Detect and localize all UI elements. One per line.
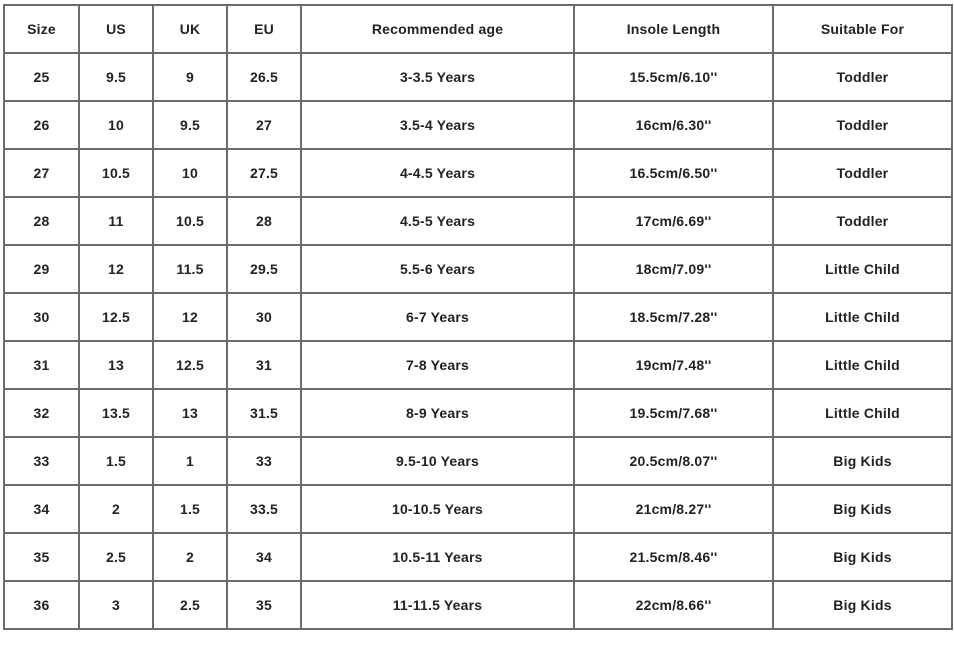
header-uk: UK — [153, 5, 227, 53]
cell-us: 9.5 — [79, 53, 153, 101]
table-row — [4, 437, 952, 485]
table-row — [4, 53, 952, 101]
cell-recommended-age: 7-8 Years — [301, 341, 574, 389]
table-row — [4, 293, 952, 341]
size-chart-table — [3, 4, 953, 630]
cell-size: 36 — [4, 581, 79, 629]
cell-insole-length: 18.5cm/7.28'' — [574, 293, 773, 341]
cell-suitable-for: Toddler — [773, 101, 952, 149]
cell-insole-length: 21cm/8.27'' — [574, 485, 773, 533]
cell-suitable-for: Big Kids — [773, 581, 952, 629]
cell-insole-length: 16cm/6.30'' — [574, 101, 773, 149]
cell-recommended-age: 4.5-5 Years — [301, 197, 574, 245]
cell-uk: 1.5 — [153, 485, 227, 533]
cell-uk: 12.5 — [153, 341, 227, 389]
cell-uk: 12 — [153, 293, 227, 341]
cell-eu: 34 — [227, 533, 301, 581]
cell-eu: 33.5 — [227, 485, 301, 533]
cell-uk: 1 — [153, 437, 227, 485]
cell-size: 27 — [4, 149, 79, 197]
cell-size: 34 — [4, 485, 79, 533]
cell-size: 25 — [4, 53, 79, 101]
cell-suitable-for: Little Child — [773, 245, 952, 293]
cell-insole-length: 15.5cm/6.10'' — [574, 53, 773, 101]
size-chart-container — [3, 4, 953, 630]
cell-us: 12 — [79, 245, 153, 293]
cell-us: 1.5 — [79, 437, 153, 485]
header-size: Size — [4, 5, 79, 53]
header-us: US — [79, 5, 153, 53]
table-row — [4, 485, 952, 533]
cell-size: 33 — [4, 437, 79, 485]
cell-size: 26 — [4, 101, 79, 149]
cell-size: 35 — [4, 533, 79, 581]
cell-recommended-age: 4-4.5 Years — [301, 149, 574, 197]
table-row — [4, 101, 952, 149]
cell-suitable-for: Little Child — [773, 389, 952, 437]
cell-eu: 27 — [227, 101, 301, 149]
table-row — [4, 533, 952, 581]
table-row — [4, 341, 952, 389]
cell-recommended-age: 3.5-4 Years — [301, 101, 574, 149]
cell-size: 29 — [4, 245, 79, 293]
cell-uk: 11.5 — [153, 245, 227, 293]
header-suitable-for: Suitable For — [773, 5, 952, 53]
header-eu: EU — [227, 5, 301, 53]
cell-insole-length: 18cm/7.09'' — [574, 245, 773, 293]
cell-suitable-for: Toddler — [773, 197, 952, 245]
cell-eu: 31 — [227, 341, 301, 389]
cell-suitable-for: Big Kids — [773, 485, 952, 533]
cell-us: 11 — [79, 197, 153, 245]
header-recommended-age: Recommended age — [301, 5, 574, 53]
header-row — [4, 5, 952, 53]
table-row — [4, 389, 952, 437]
cell-recommended-age: 3-3.5 Years — [301, 53, 574, 101]
cell-recommended-age: 10-10.5 Years — [301, 485, 574, 533]
cell-us: 13.5 — [79, 389, 153, 437]
cell-uk: 10.5 — [153, 197, 227, 245]
table-row — [4, 149, 952, 197]
cell-recommended-age: 6-7 Years — [301, 293, 574, 341]
cell-size: 32 — [4, 389, 79, 437]
cell-insole-length: 19cm/7.48'' — [574, 341, 773, 389]
cell-us: 10 — [79, 101, 153, 149]
cell-uk: 2.5 — [153, 581, 227, 629]
cell-us: 2.5 — [79, 533, 153, 581]
table-row — [4, 581, 952, 629]
cell-us: 2 — [79, 485, 153, 533]
cell-eu: 29.5 — [227, 245, 301, 293]
cell-insole-length: 21.5cm/8.46'' — [574, 533, 773, 581]
cell-insole-length: 17cm/6.69'' — [574, 197, 773, 245]
header-insole-length: Insole Length — [574, 5, 773, 53]
cell-us: 3 — [79, 581, 153, 629]
cell-us: 12.5 — [79, 293, 153, 341]
cell-eu: 31.5 — [227, 389, 301, 437]
cell-eu: 27.5 — [227, 149, 301, 197]
cell-size: 31 — [4, 341, 79, 389]
cell-suitable-for: Toddler — [773, 149, 952, 197]
cell-insole-length: 19.5cm/7.68'' — [574, 389, 773, 437]
cell-uk: 9 — [153, 53, 227, 101]
cell-uk: 10 — [153, 149, 227, 197]
cell-suitable-for: Big Kids — [773, 437, 952, 485]
cell-eu: 28 — [227, 197, 301, 245]
table-row — [4, 197, 952, 245]
cell-eu: 26.5 — [227, 53, 301, 101]
cell-uk: 2 — [153, 533, 227, 581]
cell-recommended-age: 9.5-10 Years — [301, 437, 574, 485]
cell-size: 30 — [4, 293, 79, 341]
cell-insole-length: 20.5cm/8.07'' — [574, 437, 773, 485]
cell-insole-length: 22cm/8.66'' — [574, 581, 773, 629]
cell-insole-length: 16.5cm/6.50'' — [574, 149, 773, 197]
cell-size: 28 — [4, 197, 79, 245]
cell-uk: 13 — [153, 389, 227, 437]
cell-recommended-age: 11-11.5 Years — [301, 581, 574, 629]
cell-recommended-age: 5.5-6 Years — [301, 245, 574, 293]
cell-recommended-age: 8-9 Years — [301, 389, 574, 437]
cell-suitable-for: Little Child — [773, 293, 952, 341]
cell-eu: 30 — [227, 293, 301, 341]
cell-us: 13 — [79, 341, 153, 389]
cell-us: 10.5 — [79, 149, 153, 197]
cell-suitable-for: Toddler — [773, 53, 952, 101]
cell-suitable-for: Little Child — [773, 341, 952, 389]
cell-uk: 9.5 — [153, 101, 227, 149]
table-row — [4, 245, 952, 293]
cell-suitable-for: Big Kids — [773, 533, 952, 581]
cell-eu: 33 — [227, 437, 301, 485]
cell-eu: 35 — [227, 581, 301, 629]
cell-recommended-age: 10.5-11 Years — [301, 533, 574, 581]
